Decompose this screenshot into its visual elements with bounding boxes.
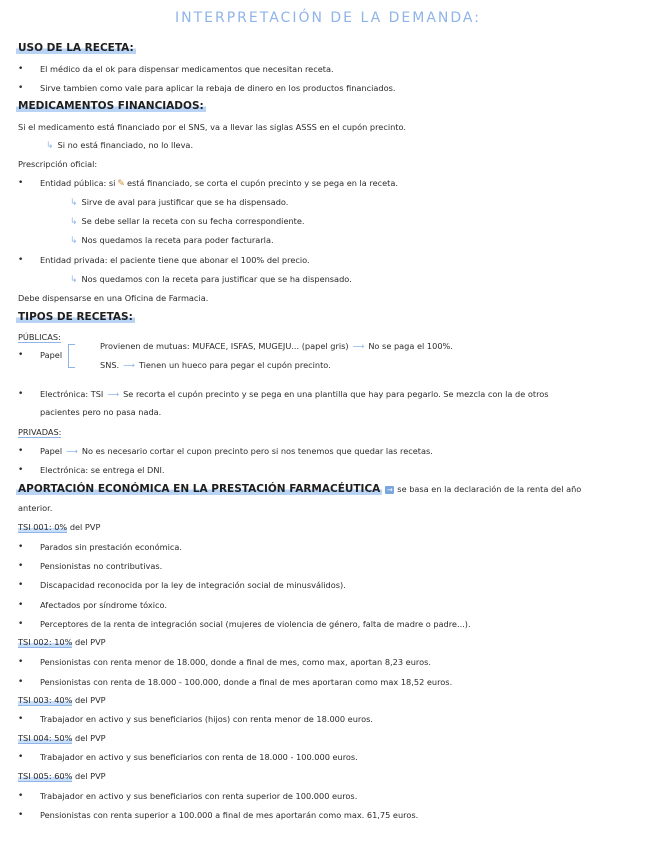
privada-sub-text: Nos quedamos con la receta para justificar que se ha dispensado. [81, 274, 352, 284]
tsi005-item-2: • Pensionistas con renta superior a 100.000 a final de mes aportarán como max. 61,75 euros. [40, 810, 418, 820]
tsi001-suffix: del PVP [69, 522, 101, 532]
mutuas-result: No se paga el 100%. [368, 341, 453, 351]
sns-label: SNS. [100, 360, 120, 370]
tsi004-item-1: • Trabajador en activo y sus beneficiarios con renta de 18.000 - 100.000 euros. [40, 752, 358, 762]
tsi005-heading [18, 771, 106, 781]
aportacion-heading-row [16, 483, 581, 495]
tsi001-heading [18, 522, 100, 532]
privadas-label: PRIVADAS: [18, 427, 62, 437]
tsi001-item-3: • Discapacidad reconocida por la ley de integración social de minusválidos). [40, 580, 346, 590]
mutuas-line [100, 341, 453, 351]
publica-sub-2 [70, 216, 305, 227]
sub-arrow-icon: ↳ [70, 198, 78, 208]
tsi001-item-5: • Perceptores de la renta de integración social (mujeres de violencia de género, falta de madre o padre...). [40, 619, 471, 629]
tsi002-heading [18, 637, 106, 647]
entidad-publica-line [40, 178, 398, 189]
tsi004-label: TSI 004: 50% [18, 733, 73, 743]
tsi003-label: TSI 003: 40% [18, 695, 73, 705]
tsi003-suffix: del PVP [75, 695, 106, 705]
tsi003-item-1: • Trabajador en activo y sus beneficiarios (hijos) con renta menor de 18.000 euros. [40, 714, 373, 724]
uso-item-2: • Sirve tambien como vale para aplicar la rebaja de dinero en los productos financiados. [40, 83, 395, 93]
tsi002-suffix: del PVP [75, 637, 106, 647]
sns-result: Tienen un hueco para pegar el cupón precinto. [138, 360, 331, 370]
arrow-box-icon: → [386, 485, 393, 494]
section-heading-aportacion: APORTACIÓN ECONÓMICA EN LA PRESTACIÓN FARMACÉUTICA [18, 483, 381, 495]
sub-arrow-icon: ↳ [70, 275, 78, 285]
tsi002-label: TSI 002: 10% [18, 637, 73, 647]
entidad-publica-text: está financiado, se corta el cupón precinto y se pega en la receta. [126, 178, 399, 188]
pencil-icon: ✎ [117, 179, 125, 189]
priv-electronica-line: • Electrónica: se entrega el DNI. [40, 465, 164, 475]
priv-papel-label: Papel [40, 446, 63, 456]
publica-sub-2-text: Se debe sellar la receta con su fecha correspondiente. [81, 216, 305, 226]
section-heading-uso: USO DE LA RECETA: [18, 42, 134, 54]
electronica-line [40, 389, 549, 399]
tsi002-item-2: • Pensionistas con renta de 18.000 - 100.000, donde a final de mes aportaran como max 18,52 euros. [40, 677, 452, 687]
dispensar-line: Debe dispensarse en una Oficina de Farmacia. [18, 293, 209, 303]
tsi004-suffix: del PVP [75, 733, 106, 743]
publicas-label: PÚBLICAS: [18, 332, 61, 342]
financiados-sub-line [46, 140, 193, 151]
section-heading-tipos: TIPOS DE RECETAS: [18, 311, 133, 323]
priv-papel-text: No es necesario cortar el cupon precinto pero si nos tenemos que quedar las recetas. [81, 446, 433, 456]
arrow-right-icon: ⟶ [66, 446, 78, 456]
sub-arrow-icon: ↳ [46, 141, 54, 151]
papel-brace [68, 344, 75, 368]
tsi001-item-4: • Afectados por síndrome tóxico. [40, 600, 167, 610]
papel-label: • Papel [40, 350, 62, 360]
tsi001-item-1: • Parados sin prestación económica. [40, 542, 182, 552]
arrow-right-icon: ⟶ [352, 341, 365, 351]
financiados-sub-text: Si no está financiado, no lo lleva. [57, 140, 194, 150]
tsi001-label: TSI 001: 0% [18, 522, 68, 532]
publica-sub-1 [70, 197, 288, 208]
sub-arrow-icon: ↳ [70, 236, 78, 246]
aportacion-heading-tail: se basa en la declaración de la renta del año [397, 484, 582, 494]
tsi005-suffix: del PVP [75, 771, 106, 781]
mutuas-text: Provienen de mutuas: MUFACE, ISFAS, MUGEJU... (papel gris) [100, 341, 349, 351]
tsi005-label: TSI 005: 60% [18, 771, 73, 781]
electronica-line-2: pacientes pero no pasa nada. [40, 407, 162, 417]
electronica-text: Se recorta el cupón precinto y se pega en una plantilla que hay para pegarlo. Se mezcla con la de otros [123, 389, 549, 399]
sub-arrow-icon: ↳ [70, 217, 78, 227]
electronica-label: Electrónica: TSI [40, 389, 104, 399]
aportacion-tail-2: anterior. [18, 503, 53, 513]
tsi005-item-1: • Trabajador en activo y sus beneficiarios con renta superior de 100.000 euros. [40, 791, 357, 801]
section-heading-financiados: MEDICAMENTOS FINANCIADOS: [18, 100, 204, 112]
financiados-line: Si el medicamento está financiado por el SNS, va a llevar las siglas ASSS en el cupón precinto. [18, 122, 406, 132]
prescripcion-label: Prescripción oficial: [18, 159, 98, 169]
entidad-publica-prefix: Entidad pública: si [40, 178, 116, 188]
tsi003-heading [18, 695, 106, 705]
publica-sub-1-text: Sirve de aval para justificar que se ha dispensado. [81, 197, 289, 207]
tsi004-heading [18, 733, 106, 743]
publica-sub-3 [70, 235, 274, 246]
page-title: INTERPRETACIÓN DE LA DEMANDA: [175, 10, 481, 26]
tsi002-item-1: • Pensionistas con renta menor de 18.000, donde a final de mes, como max, aportan 8,23 euros. [40, 657, 431, 667]
priv-papel-line [40, 446, 433, 456]
privada-sub [70, 274, 352, 285]
sns-line [100, 360, 331, 370]
entidad-privada-line: • Entidad privada: el paciente tiene que abonar el 100% del precio. [40, 255, 310, 265]
arrow-right-icon: ⟶ [123, 360, 135, 370]
publica-sub-3-text: Nos quedamos la receta para poder facturarla. [81, 235, 274, 245]
arrow-right-icon: ⟶ [107, 389, 120, 399]
tsi001-item-2: • Pensionistas no contributivas. [40, 561, 162, 571]
uso-item-1: • El médico da el ok para dispensar medicamentos que necesitan receta. [40, 64, 334, 74]
